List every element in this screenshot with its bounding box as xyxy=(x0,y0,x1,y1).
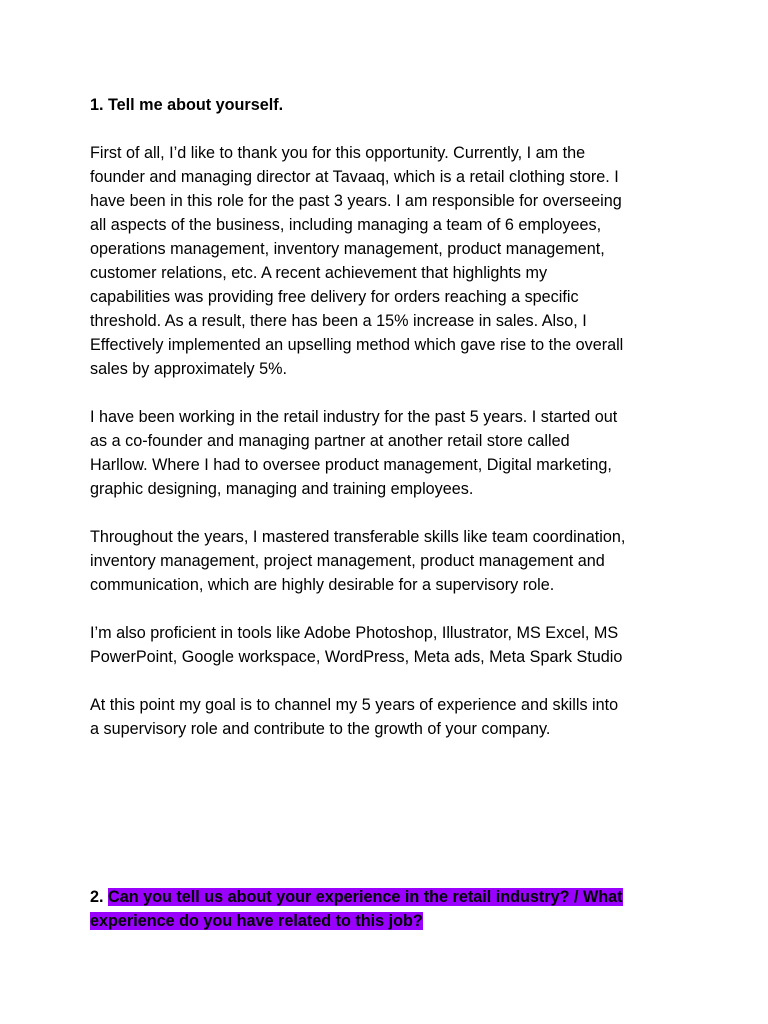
text-line: Throughout the years, I mastered transferable skills like team coordination, xyxy=(90,528,626,546)
question-2-line xyxy=(90,885,690,909)
text-line: I’m also proficient in tools like Adobe Photoshop, Illustrator, MS Excel, MS xyxy=(90,624,619,642)
text-line: Harllow. Where I had to oversee product management, Digital marketing, xyxy=(90,456,612,474)
document-page xyxy=(90,93,690,933)
text-line: inventory management, project management, product management and xyxy=(90,552,605,570)
text-line: a supervisory role and contribute to the growth of your company. xyxy=(90,720,551,738)
text-line: At this point my goal is to channel my 5 years of experience and skills into xyxy=(90,696,619,714)
question-2-number: 2. xyxy=(90,888,104,906)
text-line: sales by approximately 5%. xyxy=(90,360,288,378)
text-line: all aspects of the business, including managing a team of 6 employees, xyxy=(90,216,602,234)
question-2-line xyxy=(90,909,690,933)
text-line: operations management, inventory management, product management, xyxy=(90,240,605,258)
question-2-heading xyxy=(90,885,690,933)
text-line: communication, which are highly desirable for a supervisory role. xyxy=(90,576,555,594)
text-line: customer relations, etc. A recent achievement that highlights my xyxy=(90,264,548,282)
text-line: have been in this role for the past 3 years. I am responsible for overseeing xyxy=(90,192,622,210)
text-line: Effectively implemented an upselling method which gave rise to the overall xyxy=(90,336,624,354)
text-line: as a co-founder and managing partner at another retail store called xyxy=(90,432,570,450)
blank-space xyxy=(90,765,690,885)
answer-paragraph-goal xyxy=(90,693,690,741)
highlighted-question-text: Can you tell us about your experience in the retail industry? / What xyxy=(108,888,623,906)
text-line: I have been working in the retail industry for the past 5 years. I started out xyxy=(90,408,618,426)
text-line: capabilities was providing free delivery for orders reaching a specific xyxy=(90,288,579,306)
answer-paragraph-retail-history xyxy=(90,405,690,501)
text-line: PowerPoint, Google workspace, WordPress, Meta ads, Meta Spark Studio xyxy=(90,648,623,666)
answer-paragraph-skills xyxy=(90,525,690,597)
question-1-heading: 1. Tell me about yourself. xyxy=(90,96,284,114)
answer-paragraph-current-role xyxy=(90,141,690,381)
answer-paragraph-tools xyxy=(90,621,690,669)
text-line: graphic designing, managing and training employees. xyxy=(90,480,474,498)
text-line: founder and managing director at Tavaaq, which is a retail clothing store. I xyxy=(90,168,619,186)
text-line: threshold. As a result, there has been a 15% increase in sales. Also, I xyxy=(90,312,587,330)
text-line: First of all, I’d like to thank you for this opportunity. Currently, I am the xyxy=(90,144,586,162)
highlighted-question-text: experience do you have related to this job? xyxy=(90,912,423,930)
